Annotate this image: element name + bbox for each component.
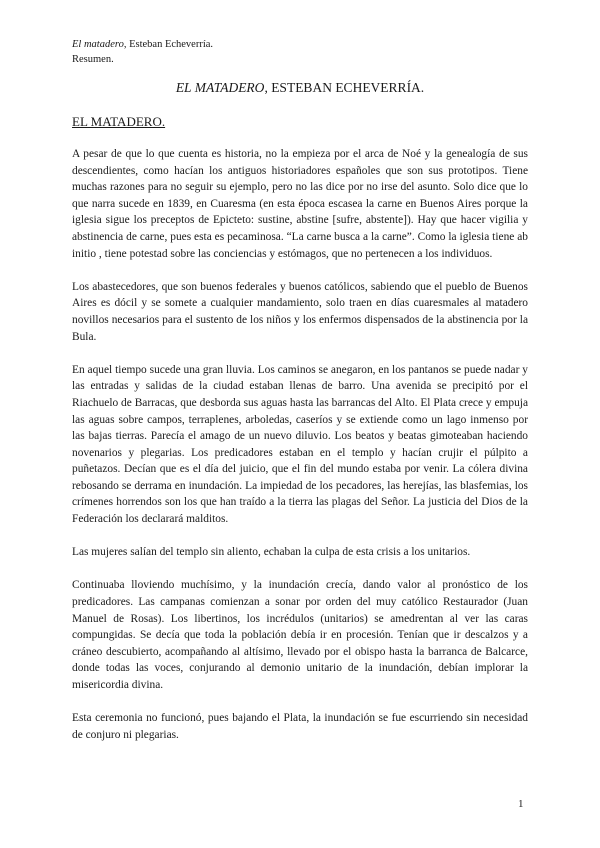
paragraph: Continuaba lloviendo muchísimo, y la inundación crecía, dando valor al pronóstico de los predicadores. Las campanas comienzan a sonar por orden del muy católico Restaurador (Juan Manuel de Rosas). Los libertinos, los incrédulos (unitarios) se amedrentan al ver las caras compungidas. Se decía que toda la población debía ir en procesión. Tenían que ir descalzos y a cráneo descubierto, acompañando al altísimo, llevado por el obispo hasta la barranca de Balcarce, donde todas las voces, conjurando al demonio unitario de la inundación, debían implorar la misericordia divina. [72, 579, 528, 691]
paragraph: A pesar de que lo que cuenta es historia, no la empieza por el arca de Noé y la genealogía de sus descendientes, como hacían los antiguos historiadores españoles que son sus prototipos. Tiene muchas razones para no seguir su ejemplo, pero no las dice por no irse del asunto. Solo dice que lo que narra sucede en 1839, en Cuaresma (en esta época escasea la carne en Buenos Aires porque la iglesia sigue los preceptos de Epicteto: sustine, abstine [sufre, abstente]). Hay que hacer vigilia y abstinencia de carne, pues esta es pecaminosa. “La carne busca a la carne”. Como la iglesia tiene ab initio , tiene potestad sobre las conciencias y estómagos, que no pertenecen a los individuos. [72, 148, 528, 260]
header-title-italic: El matadero [72, 39, 124, 50]
section-heading: EL MATADERO. [72, 114, 166, 129]
body-text [72, 146, 528, 760]
header-title-rest: , Esteban Echeverría. [123, 39, 214, 50]
running-header [72, 37, 213, 67]
document-title [0, 79, 600, 97]
header-title [72, 37, 213, 52]
page-number: 1 [518, 798, 524, 810]
paragraph: Esta ceremonia no funcionó, pues bajando el Plata, la inundación se fue escurriendo sin necesidad de conjuro ni plegarias. [72, 712, 528, 741]
paragraph: En aquel tiempo sucede una gran lluvia. Los caminos se anegaron, en los pantanos se puede nadar y las entradas y salidas de la ciudad estaban llenas de barro. Una avenida se precipitó por el Riachuelo de Barracas, que desborda sus aguas hasta las barrancas del Alto. El Plata crece y empuja las aguas sobre campos, terraplenes, arboledas, caseríos y se extiende como un lago inmenso por las bajas tierras. Parecía el amago de un nuevo diluvio. Los beatos y beatas gimoteaban haciendo novenarios y plegarias. Los predicadores estaban en el templo y hacían crujir el púlpito a puñetazos. Decían que es el día del juicio, que el fin del mundo estaba por venir. La cólera divina rebosando se derrama en inundación. La impiedad de los pecadores, las herejías, las blasfemias, los crímenes horrendos son los que han traído a la tierra las plagas del Señor. La justicia del Dios de la Federación los declarará malditos. [72, 363, 528, 526]
paragraph: Los abastecedores, que son buenos federales y buenos católicos, sabiendo que el pueblo de Buenos Aires es dócil y se somete a cualquier mandamiento, solo traen en días cuaresmales al matadero novillos necesarios para el sustento de los niños y los enfermos dispensados de la abstinencia por la Bula. [72, 280, 528, 343]
header-subtitle: Resumen. [72, 54, 114, 65]
document-title-rest: , ESTEBAN ECHEVERRÍA. [264, 80, 425, 95]
document-title-italic: EL MATADERO [175, 80, 265, 95]
paragraph: Las mujeres salían del templo sin aliento, echaban la culpa de esta crisis a los unitarios. [72, 546, 471, 559]
